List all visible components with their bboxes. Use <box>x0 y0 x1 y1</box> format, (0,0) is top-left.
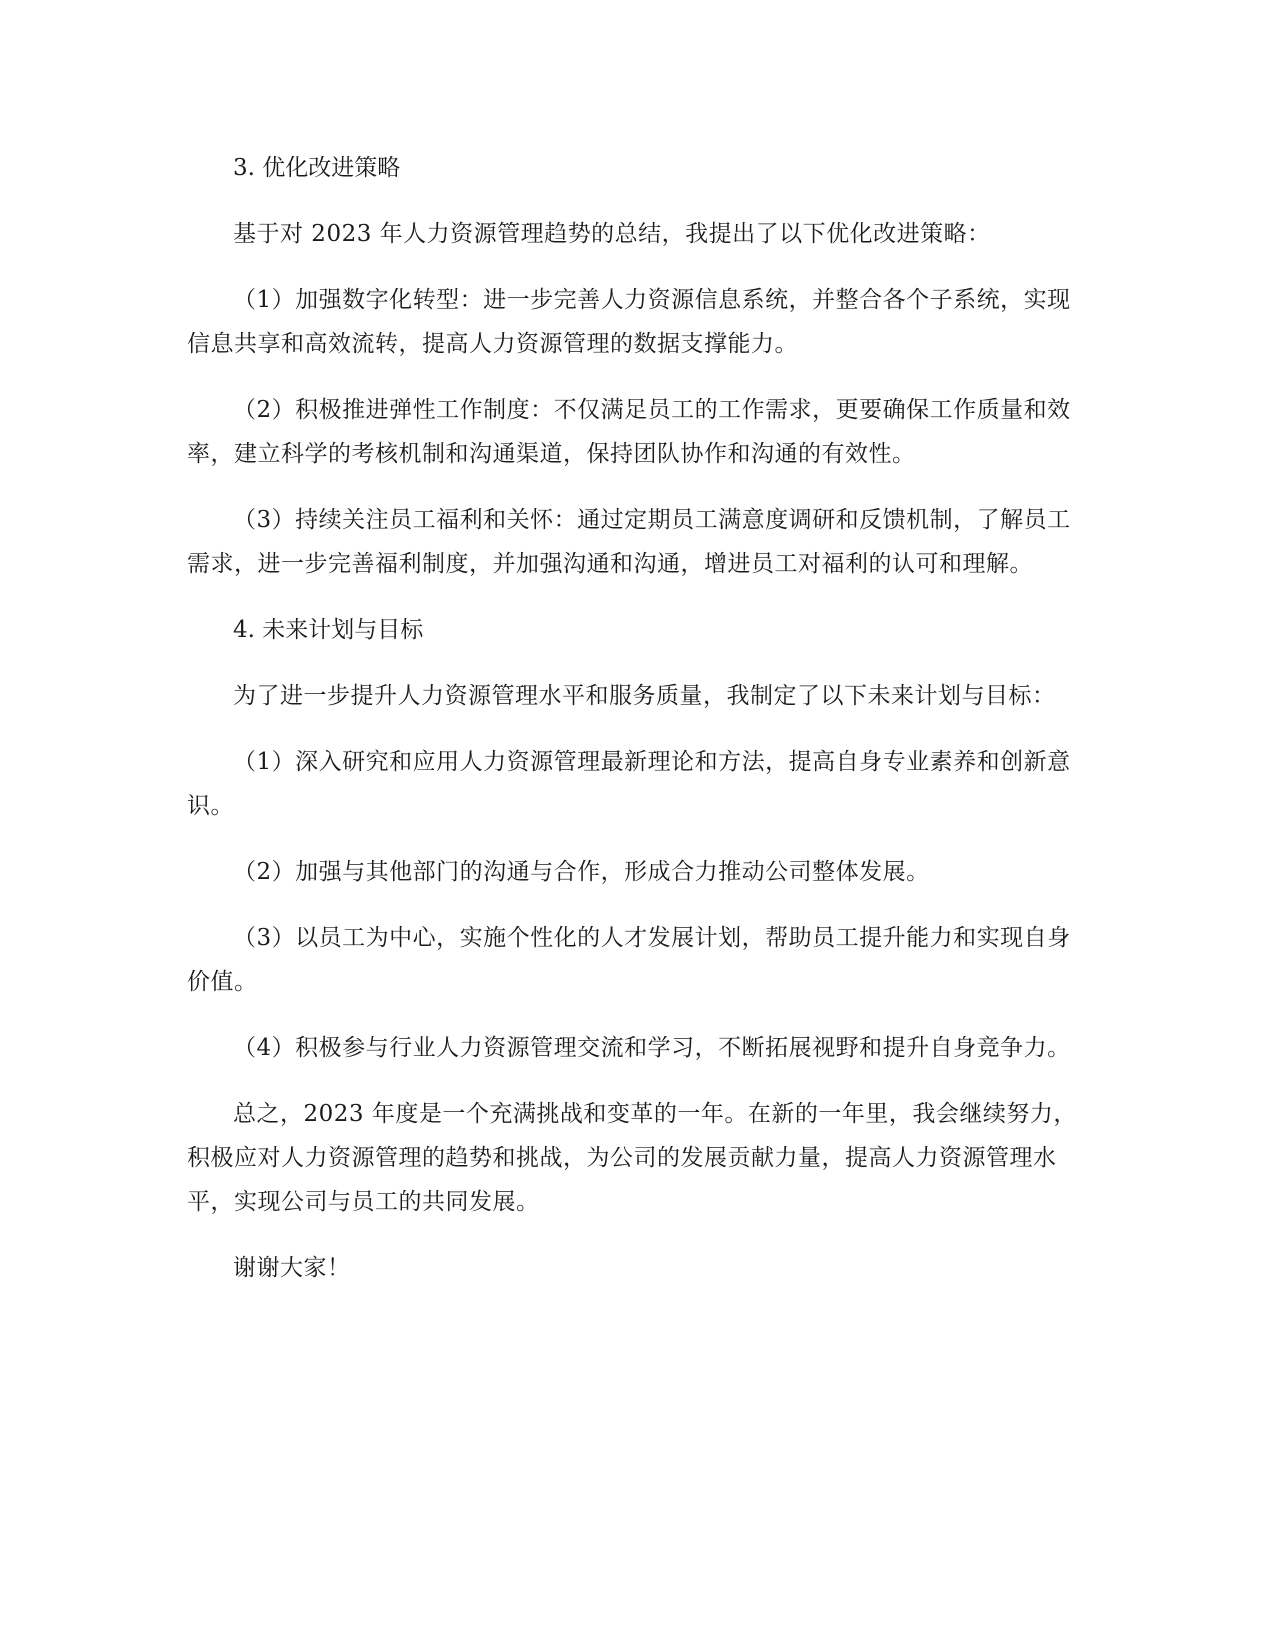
paragraph-strategy-1: （1）加强数字化转型：进一步完善人力资源信息系统，并整合各个子系统，实现信息共享和高效流转，提高人力资源管理的数据支撑能力。 <box>187 287 1071 357</box>
paragraph-plan-1: （1）深入研究和应用人力资源管理最新理论和方法，提高自身专业素养和创新意识。 <box>187 749 1071 819</box>
paragraph-plan-3: （3）以员工为中心，实施个性化的人才发展计划，帮助员工提升能力和实现自身价值。 <box>187 925 1071 995</box>
paragraph-intro-strategy: 基于对 2023 年人力资源管理趋势的总结，我提出了以下优化改进策略： <box>233 221 991 247</box>
section-heading-future-plans: 4. 未来计划与目标 <box>233 617 424 643</box>
section-heading-optimization: 3. 优化改进策略 <box>233 155 401 181</box>
paragraph-plan-2: （2）加强与其他部门的沟通与合作，形成合力推动公司整体发展。 <box>233 859 930 885</box>
paragraph-strategy-3: （3）持续关注员工福利和关怀：通过定期员工满意度调研和反馈机制，了解员工需求，进一步完善福利制度，并加强沟通和沟通，增进员工对福利的认可和理解。 <box>187 507 1071 577</box>
paragraph-conclusion: 总之，2023 年度是一个充满挑战和变革的一年。在新的一年里，我会继续努力，积极应对人力资源管理的趋势和挑战，为公司的发展贡献力量，提高人力资源管理水平，实现公司与员工的共同发展。 <box>187 1101 1077 1215</box>
paragraph-plan-4: （4）积极参与行业人力资源管理交流和学习，不断拓展视野和提升自身竞争力。 <box>233 1035 1071 1061</box>
paragraph-strategy-2: （2）积极推进弹性工作制度：不仅满足员工的工作需求，更要确保工作质量和效率，建立科学的考核机制和沟通渠道，保持团队协作和沟通的有效性。 <box>187 397 1071 467</box>
paragraph-thanks: 谢谢大家！ <box>233 1255 351 1281</box>
paragraph-intro-plans: 为了进一步提升人力资源管理水平和服务质量，我制定了以下未来计划与目标： <box>233 683 1056 709</box>
document-body <box>187 146 1093 1312</box>
